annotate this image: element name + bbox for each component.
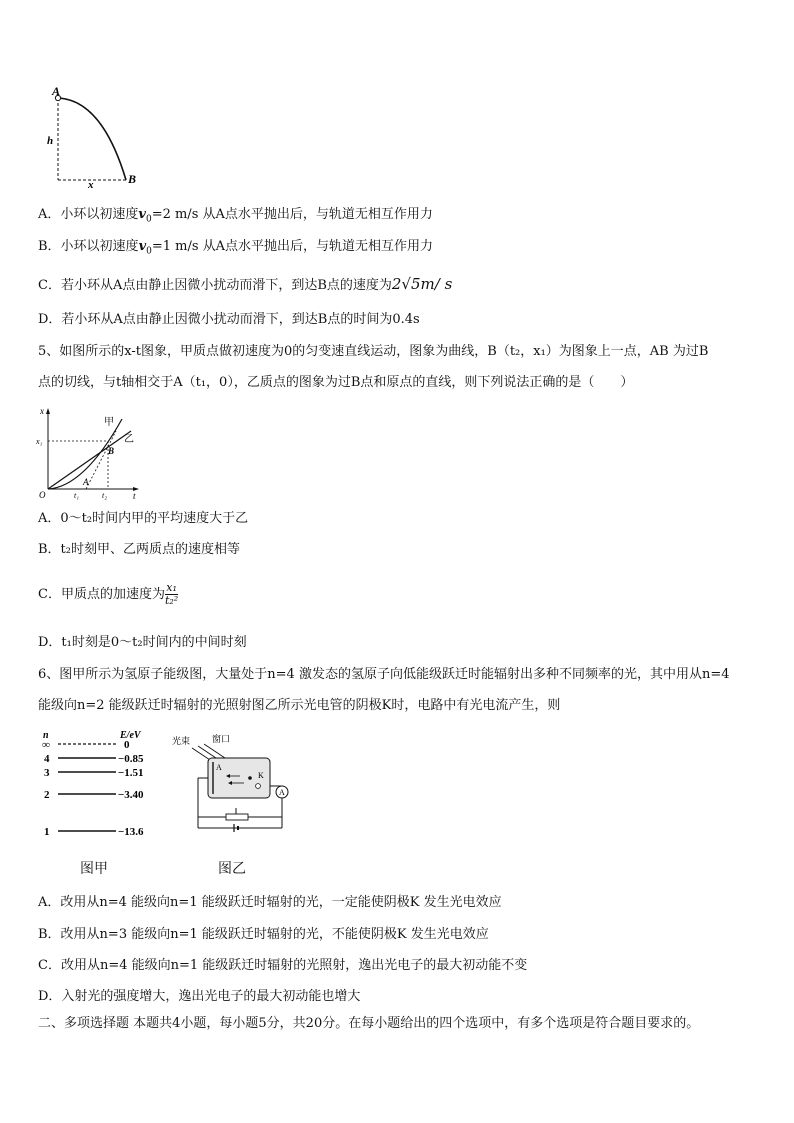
svg-text:−13.6: −13.6 [118, 826, 144, 838]
graph-t1: t₁ [74, 491, 80, 500]
graph-origin: O [39, 490, 46, 500]
q5-option-a: A．0～t₂时间内甲的平均速度大于乙 [38, 511, 249, 526]
level-header-e: E/eV [120, 730, 141, 741]
graph-jia: 甲 [104, 417, 114, 428]
acceleration-fraction: $\frac{\text{x₁}}{\text{t₂²}}$ [164, 581, 179, 607]
window-label: 窗口 [212, 734, 231, 744]
graph-t-label: t [133, 491, 136, 500]
svg-text:0: 0 [124, 739, 130, 751]
ammeter-label: A [279, 788, 285, 797]
q6-option-c: C．改用从n=4 能级向n=1 能级跃迁时辐射的光照射，逸出光电子的最大初动能不变 [38, 958, 528, 973]
svg-text:1: 1 [44, 826, 50, 838]
q5-option-b: B．t₂时刻甲、乙两质点的速度相等 [38, 542, 240, 557]
fig-label-A: A [52, 86, 61, 98]
graph-x1: x₁ [36, 437, 43, 446]
level-row-2 [44, 789, 144, 801]
level-row-inf [42, 739, 130, 751]
light-beam-label: 光束 [172, 736, 191, 746]
graph-x-label: x [40, 406, 44, 416]
q6-stem-line2: 能级向n=2 能级跃迁时辐射的光照射图乙所示光电管的阴极K时，电路中有光电流产生，则 [38, 698, 561, 713]
svg-text:3: 3 [44, 767, 50, 779]
q5-option-c: C．甲质点的加速度为 $\frac{\text{x₁}}{\text{t₂²}}$ [38, 581, 179, 607]
q5-stem-line2: 点的切线，与t轴相交于A（t₁，0），乙质点的图象为过B点和原点的直线，则下列说法正确的是（ ） [38, 375, 634, 390]
svg-text:4: 4 [44, 753, 50, 765]
svg-text:2: 2 [44, 789, 50, 801]
q6-stem-line1: 6、图甲所示为氢原子能级图，大量处于n=4 激发态的氢原子向低能级跃迁时能辐射出多种不同频率的光，其中用从n=4 [38, 667, 730, 682]
q5-xt-graph [36, 405, 146, 500]
q6-option-b: B．改用从n=3 能级向n=1 能级跃迁时辐射的光，不能使阴极K 发生光电效应 [38, 927, 489, 942]
fig-label-h: h [47, 135, 54, 147]
graph-B: B [108, 446, 115, 456]
fig-label-x: x [88, 179, 94, 191]
anode-label: A [216, 763, 222, 772]
level-row-1 [44, 826, 144, 838]
figure-caption-yi: 图乙 [218, 861, 246, 877]
q4-option-c: C．若小环从A点由静止因微小扰动而滑下，到达B点的速度为2√5m/ s [38, 275, 453, 293]
q4-trajectory-figure [40, 86, 150, 191]
graph-t2: t₂ [102, 491, 108, 500]
q4-option-b: B．小环以初速度$v_0=1$ m/s 从A点水平抛出后，与轨道无相互作用力 [38, 239, 434, 257]
section-2-heading: 二、多项选择题 本题共4小题，每小题5分，共20分。在每小题给出的四个选项中，有多个选项是符合题目要求的。 [38, 1016, 700, 1031]
svg-text:∞: ∞ [42, 739, 50, 751]
q6-option-a: A．改用从n=4 能级向n=1 能级跃迁时辐射的光，一定能使阴极K 发生光电效应 [38, 895, 502, 910]
level-row-4 [44, 753, 144, 765]
figure-caption-jia: 图甲 [80, 861, 108, 877]
fig-label-B: B [128, 172, 137, 186]
q6-option-d: D．入射光的强度增大，逸出光电子的最大初动能也增大 [38, 989, 361, 1004]
cathode-label: K [258, 771, 264, 780]
graph-A: A [83, 477, 89, 487]
speed-value: 2√5m/ s [391, 275, 453, 293]
svg-text:−3.40: −3.40 [118, 789, 144, 801]
level-header-n: n [43, 730, 49, 741]
q4-option-d: D．若小环从A点由静止因微小扰动而滑下，到达B点的时间为0.4s [38, 312, 420, 327]
phototube-circuit-diagram [170, 730, 295, 845]
q5-option-d: D．t₁时刻是0～t₂时间内的中间时刻 [38, 635, 247, 650]
svg-text:−0.85: −0.85 [118, 753, 144, 765]
level-row-3 [44, 767, 144, 779]
graph-yi: 乙 [124, 434, 134, 445]
svg-text:−1.51: −1.51 [118, 767, 144, 779]
energy-level-diagram [38, 728, 168, 843]
q5-stem-line1: 5、如图所示的x-t图象，甲质点做初速度为0的匀变速直线运动，图象为曲线，B（t₂，x₁）为图象上一点，AB 为过B [38, 344, 709, 359]
q4-option-a: A．小环以初速度$v_0=2$ m/s 从A点水平抛出后，与轨道无相互作用力 [38, 207, 433, 225]
